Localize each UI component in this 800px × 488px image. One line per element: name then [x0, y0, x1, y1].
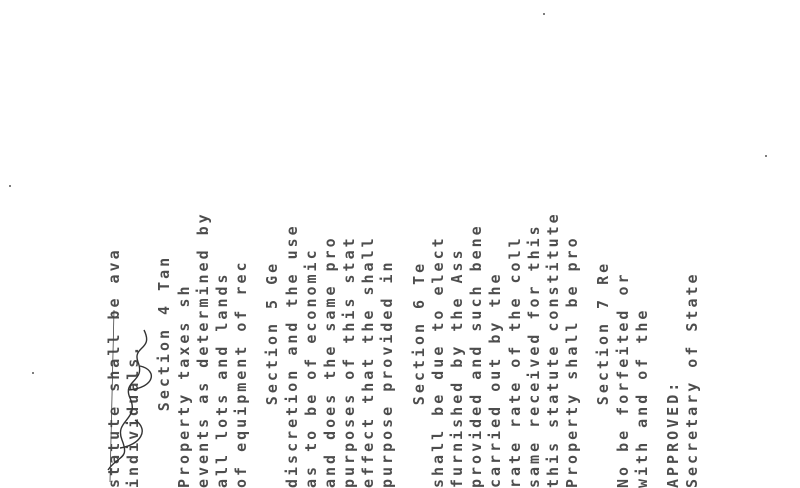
section-heading: Section 4 Tan: [155, 254, 174, 412]
text-line: and does the same pro: [320, 235, 339, 488]
text-line: Secretary of State: [683, 271, 702, 488]
text-line: No be forfeited or: [613, 271, 632, 488]
text-line: purposes of this stat: [340, 235, 359, 488]
text-line: discretion and the use: [282, 223, 301, 488]
text-line: furnished by the Ass: [448, 247, 466, 488]
text-line: shall be due to elect: [428, 235, 447, 488]
text-line: [582, 178, 594, 488]
text-line: [398, 178, 410, 488]
signature: [100, 270, 170, 485]
text-line: rate rate of the coll: [505, 235, 524, 488]
scan-speck: [9, 185, 11, 187]
rotated-text-block: [105, 178, 755, 488]
text-line: carried out by the: [486, 271, 505, 488]
section-heading: Section 5 Ge: [263, 260, 282, 406]
text-line: effect that the shall: [359, 235, 378, 488]
text-line: events as determined by: [193, 211, 212, 488]
section-heading: Section 7 Re: [594, 260, 613, 406]
text-line: APPROVED:: [663, 379, 682, 488]
section-heading: Section 6 Te: [409, 260, 428, 406]
text-line: provided and such bene: [467, 223, 486, 488]
text-line: individuals.: [124, 343, 143, 488]
text-line: of equipment of rec: [232, 259, 251, 488]
text-line: same received for this: [524, 223, 543, 488]
text-line: this statute constitute: [543, 211, 562, 488]
scan-speck: [32, 372, 34, 374]
scan-speck: [543, 13, 545, 15]
text-line: all lots and lands: [212, 271, 231, 488]
text-line: statute shall be ava: [105, 247, 123, 488]
scan-speck: [765, 155, 767, 157]
text-line: as to be of economic: [301, 247, 320, 488]
text-line: [652, 178, 664, 488]
text-line: purpose provided in: [378, 259, 397, 488]
text-line: Property taxes sh: [174, 283, 193, 488]
text-line: with and of the: [632, 307, 651, 488]
text-line: [251, 178, 263, 488]
text-line: Property shall be pro: [563, 235, 582, 488]
